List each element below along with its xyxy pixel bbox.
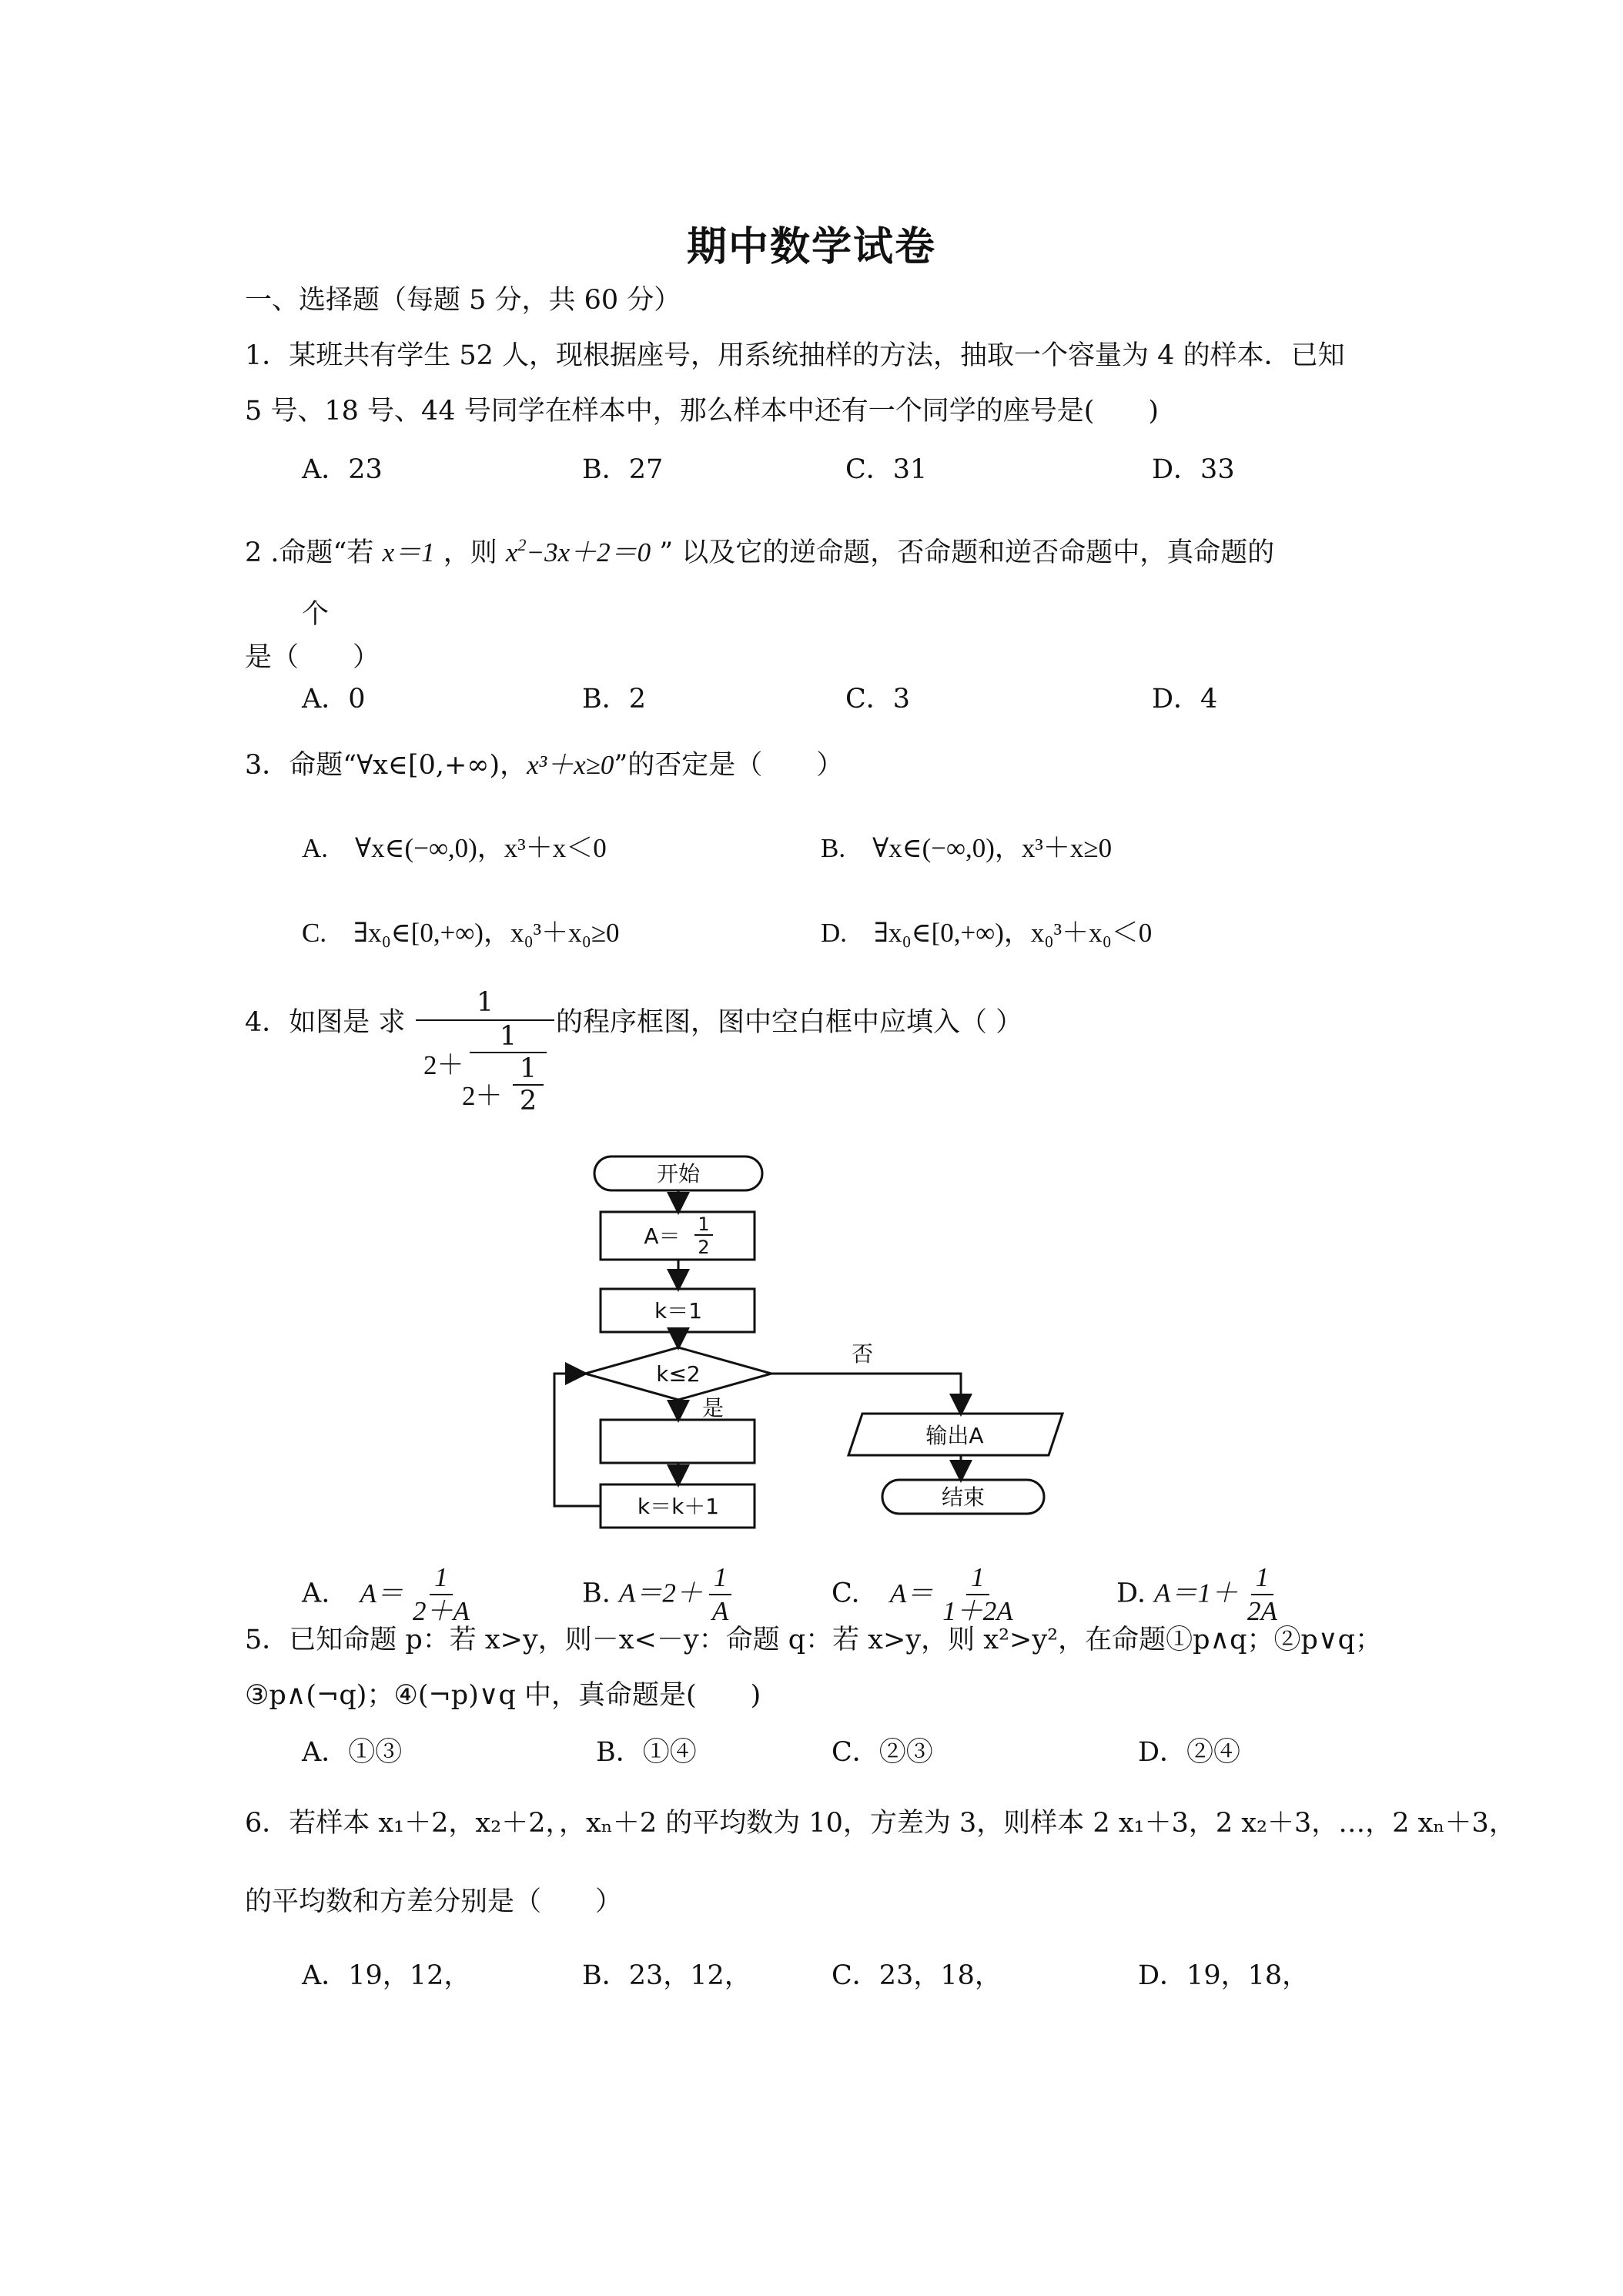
q1-stem-line2: 5 号、18 号、44 号同学在样本中，那么样本中还有一个同学的座号是( ) xyxy=(245,396,1160,427)
q4-option-d xyxy=(1116,1561,1287,1628)
fc-no-label: 否 xyxy=(851,1341,874,1367)
q6-stem-line1: 6．若样本 x₁＋2，x₂＋2，，xₙ＋2 的平均数为 10，方差为 3，则样本 2 x₁＋3，2 x₂＋3，…，2 xₙ＋3， xyxy=(245,1808,1516,1839)
q5-option-a: A．①③ xyxy=(302,1737,403,1768)
q2-option-c: C．3 xyxy=(845,684,911,715)
q1-option-c: C．31 xyxy=(845,454,928,485)
q4-option-b-lhs: A＝2＋ xyxy=(619,1578,703,1608)
cf-inner-den-a: 2＋ xyxy=(462,1081,503,1111)
q2-stem-line1: 2 .命题“若 x＝1 ，则 $x^2-3x+2=0$ ” 以及它的逆命题，否命题和逆否命题中，真命题的 xyxy=(245,535,1275,568)
q3-option-b: B. ∀x∈(−∞,0)，x³＋x≥0 xyxy=(821,833,1113,863)
fc-start-text: 开始 xyxy=(656,1161,701,1186)
q1-stem-line1: 1．某班共有学生 52 人，现根据座号，用系统抽样的方法，抽取一个容量为 4 的样本．已知 xyxy=(245,340,1345,371)
q4-option-d-den: 2A xyxy=(1247,1596,1277,1626)
q4-stem-prefix: 4．如图是 求 xyxy=(245,1007,406,1038)
q2-suffix: ” 以及它的逆命题，否命题和逆否命题中，真命题的 xyxy=(659,537,1275,568)
q2-option-a: A．0 xyxy=(302,684,366,715)
q4-option-d-label: D. xyxy=(1116,1578,1146,1609)
q6-option-d: D．19，18， xyxy=(1138,1960,1310,1991)
q4-option-a xyxy=(302,1561,479,1628)
fc-blank-box xyxy=(601,1420,755,1463)
fc-init-a-lhs: A＝ xyxy=(644,1223,681,1249)
q4-option-a-num: 1 xyxy=(430,1561,453,1595)
q4-option-d-num: 1 xyxy=(1251,1561,1274,1595)
q4-stem-suffix: 的程序框图，图中空白框中应填入（ ） xyxy=(556,1007,1023,1038)
q2-option-b: B．2 xyxy=(582,684,646,715)
q1-option-a: A．23 xyxy=(302,454,383,485)
q4-option-c-den: 1＋2A xyxy=(942,1596,1013,1626)
q1-option-b: B．27 xyxy=(582,454,664,485)
q5-option-b: B．①④ xyxy=(596,1737,697,1768)
cf-numerator: 1 xyxy=(476,987,494,1018)
q5-option-d: D．②④ xyxy=(1138,1737,1241,1768)
q4-option-a-den: 2＋A xyxy=(412,1596,470,1626)
q4-option-c-lhs: A＝ xyxy=(889,1578,934,1608)
q4-continued-fraction xyxy=(416,986,554,1136)
q2-stem-line3: 是（ ） xyxy=(245,642,380,673)
q3-option-c: C. ∃x₀∈[0,+∞)，x₀³＋x₀≥0 xyxy=(302,918,620,948)
q1-option-d: D．33 xyxy=(1152,454,1235,485)
fc-output-text: 输出A xyxy=(925,1423,984,1448)
q4-option-b-den: A xyxy=(711,1596,729,1626)
fc-init-a-den: 2 xyxy=(698,1237,710,1258)
q3-expr: x³＋x≥0 xyxy=(527,750,614,780)
q4-option-c-num: 1 xyxy=(966,1561,989,1595)
q6-option-c: C．23，18， xyxy=(832,1960,1002,1991)
q2-stem-line2: 个 xyxy=(302,599,330,630)
fc-init-a-num: 1 xyxy=(698,1213,710,1235)
cf-den-a: 2＋ xyxy=(423,1050,464,1080)
q4-option-a-label: A. xyxy=(302,1578,330,1609)
q2-then: ，则 xyxy=(443,537,497,568)
q6-stem-line2: 的平均数和方差分别是（ ） xyxy=(245,1886,623,1917)
q5-stem-line2: ③p∧(¬q)；④(¬p)∨q 中，真命题是( ) xyxy=(245,1680,761,1711)
q6-option-b: B．23，12， xyxy=(582,1960,751,1991)
q4-option-b-num: 1 xyxy=(709,1561,732,1595)
fc-end-text: 结束 xyxy=(941,1484,986,1510)
q2-option-d: D．4 xyxy=(1152,684,1218,715)
q3-option-a: A. ∀x∈(−∞,0)，x³＋x＜0 xyxy=(302,833,607,863)
q4-option-b-label: B. xyxy=(582,1578,611,1609)
q5-stem-line1: 5．已知命题 p：若 x>y，则－x<－y：命题 q：若 x>y，则 x²>y²，在命题①p∧q；②p∨q； xyxy=(245,1625,1382,1655)
q4-option-d-lhs: A＝1＋ xyxy=(1154,1578,1238,1608)
q4-option-c-label: C. xyxy=(832,1578,860,1609)
cf-inner-inner-den: 2 xyxy=(519,1086,537,1116)
q4-option-b xyxy=(582,1561,738,1628)
q4-option-c xyxy=(832,1561,1022,1628)
page-title: 期中数学试卷 xyxy=(686,223,936,270)
q3-stem xyxy=(245,748,843,782)
q3-prefix: 3．命题“∀x∈[0,+∞)， xyxy=(245,750,527,781)
q2-condition: x＝1 xyxy=(382,537,435,567)
q4-flowchart xyxy=(539,1140,1093,1548)
fc-condition-text: k≤2 xyxy=(656,1361,701,1387)
q3-suffix: ”的否定是（ ） xyxy=(614,750,844,781)
fc-init-k-text: k＝1 xyxy=(654,1298,703,1324)
fc-yes-label: 是 xyxy=(701,1395,724,1421)
q2-conclusion: −3x＋2＝0 xyxy=(526,537,651,567)
q5-option-c: C．②③ xyxy=(832,1737,933,1768)
q4-option-a-lhs: A＝ xyxy=(360,1578,403,1608)
cf-inner-num: 1 xyxy=(499,1021,517,1052)
q6-option-a: A．19，12， xyxy=(302,1960,471,1991)
cf-inner-inner-num: 1 xyxy=(519,1053,537,1084)
q3-option-d: D. ∃x₀∈[0,+∞)，x₀³＋x₀＜0 xyxy=(821,918,1153,948)
q2-prefix: 2 .命题“若 xyxy=(245,537,374,568)
section-heading: 一、选择题（每题 5 分，共 60 分） xyxy=(245,285,681,316)
fc-increment-text: k＝k＋1 xyxy=(637,1494,720,1519)
